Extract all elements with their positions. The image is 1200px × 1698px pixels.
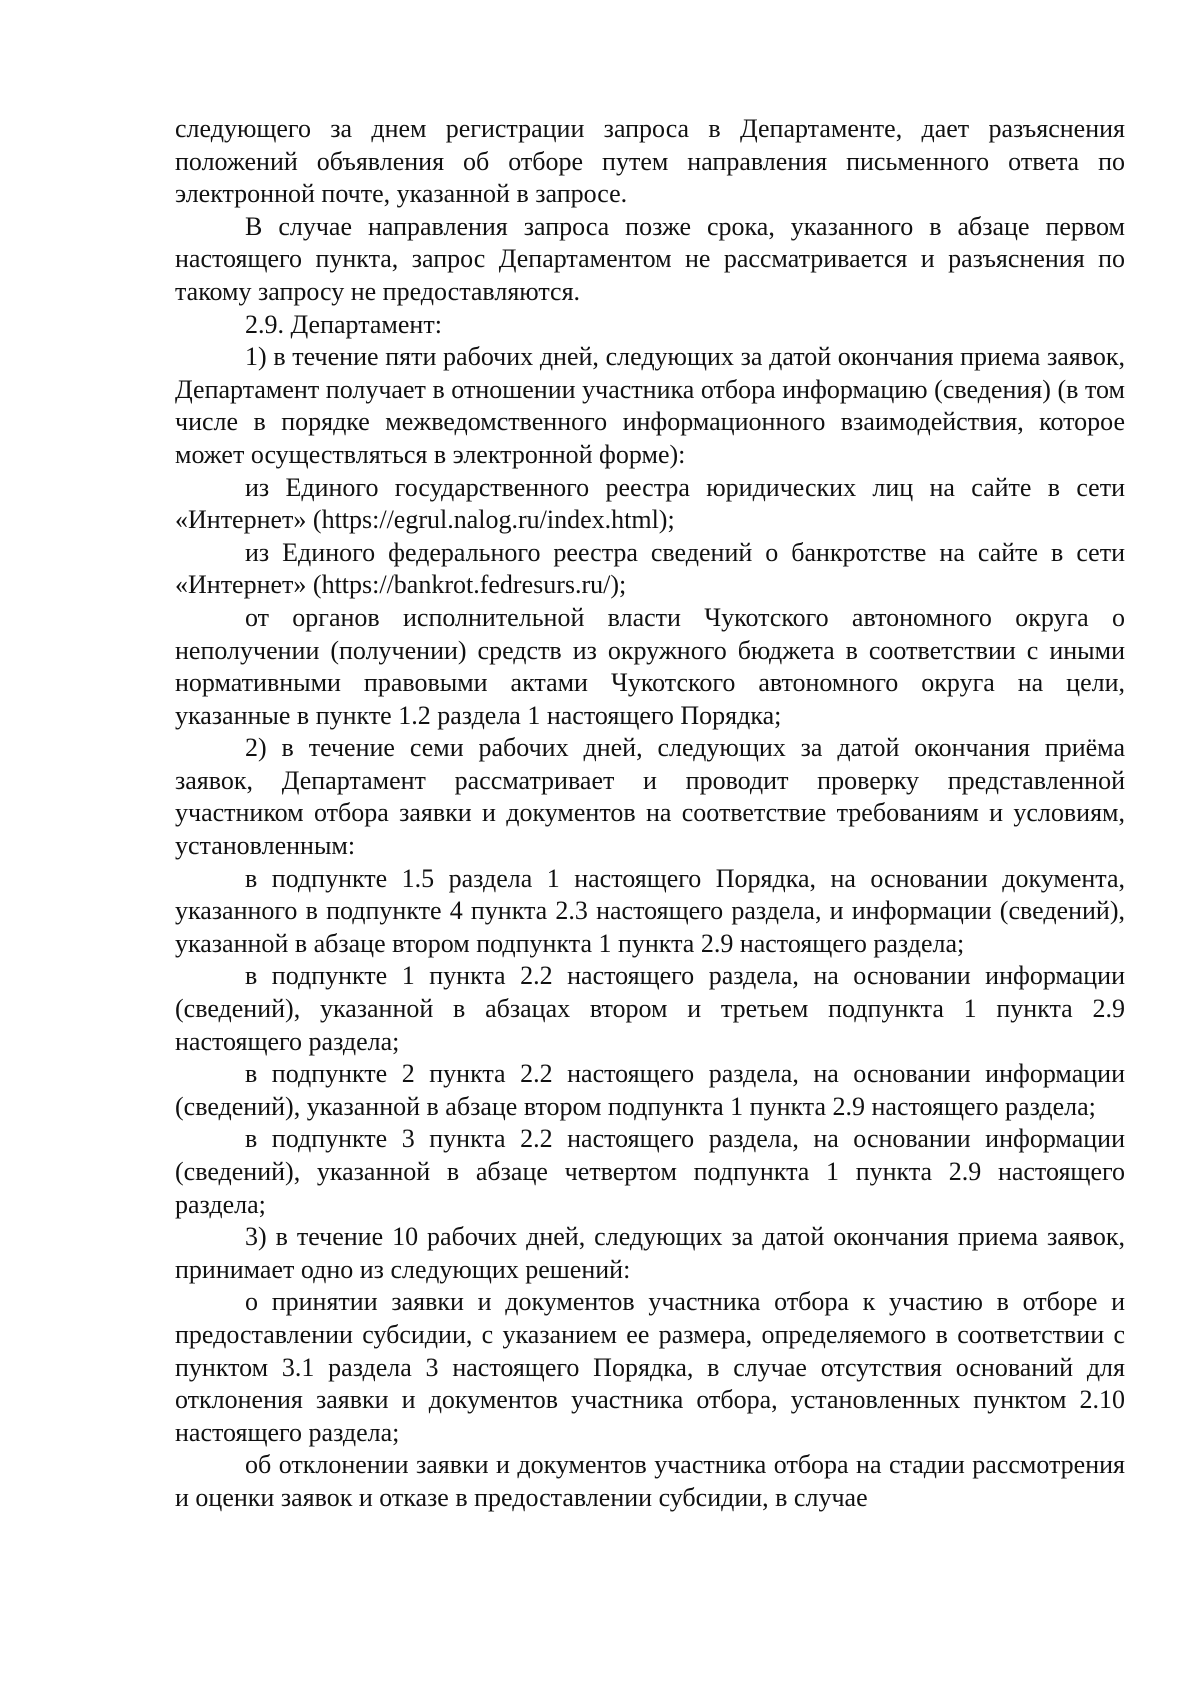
paragraph-check-1-5: в подпункте 1.5 раздела 1 настоящего Порядка, на основании документа, указанного в подпункте 4 пункта 2.3 настоящего раздела, и информации (сведений), указанной в абзаце втором подпункта 1 пункта 2.9 настоящего раздела; bbox=[175, 863, 1125, 958]
document-body bbox=[175, 113, 1125, 1515]
paragraph-late-request: В случае направления запроса позже срока, указанного в абзаце первом настоящего пункта, запрос Департаментом не рассматривается и разъяснения по такому запросу не предоставляются. bbox=[175, 211, 1125, 306]
paragraph-subitem-3: 3) в течение 10 рабочих дней, следующих за датой окончания приема заявок, принимает одно из следующих решений: bbox=[175, 1222, 1125, 1284]
paragraph-subitem-1: 1) в течение пяти рабочих дней, следующих за датой окончания приема заявок, Департамент получает в отношении участника отбора информацию (сведения) (в том числе в порядке межведомственного информационного взаимодействия, которое может осуществляться в электронной форме): bbox=[175, 342, 1125, 469]
paragraph-check-2-2-1: в подпункте 1 пункта 2.2 настоящего раздела, на основании информации (сведений), указанной в абзацах втором и третьем подпункта 1 пункта 2.9 настоящего раздела; bbox=[175, 961, 1125, 1056]
paragraph-egrul: из Единого государственного реестра юридических лиц на сайте в сети «Интернет» (https://egrul.nalog.ru/index.html); bbox=[175, 472, 1125, 535]
paragraph-decision-reject: об отклонении заявки и документов участника отбора на стадии рассмотрения и оценки заявок и отказе в предоставлении субсидии, в случае bbox=[175, 1450, 1125, 1512]
paragraph-continuation: следующего за днем регистрации запроса в Департаменте, дает разъяснения положений объявления об отборе путем направления письменного ответа по электронной почте, указанной в запросе. bbox=[175, 114, 1125, 209]
paragraph-bankrot: из Единого федерального реестра сведений о банкротстве на сайте в сети «Интернет» (https://bankrot.fedresurs.ru/); bbox=[175, 537, 1125, 600]
paragraph-section-2-9: 2.9. Департамент: bbox=[245, 309, 442, 339]
paragraph-check-2-2-3: в подпункте 3 пункта 2.2 настоящего раздела, на основании информации (сведений), указанной в абзаце четвертом подпункта 1 пункта 2.9 настоящего раздела; bbox=[175, 1124, 1125, 1219]
paragraph-subitem-2: 2) в течение семи рабочих дней, следующих за датой окончания приёма заявок, Департамент рассматривает и проводит проверку представленной участником отбора заявки и документов на соответствие требованиям и условиям, установленным: bbox=[175, 733, 1125, 861]
paragraph-executive-bodies: от органов исполнительной власти Чукотского автономного округа о неполучении (получении) средств из окружного бюджета в соответствии с иными нормативными правовыми актами Чукотского автономного округа на цели, указанные в пункте 1.2 раздела 1 настоящего Порядка; bbox=[175, 602, 1125, 730]
paragraph-decision-accept: о принятии заявки и документов участника отбора к участию в отборе и предоставлении субсидии, с указанием ее размера, определяемого в соответствии с пунктом 3.1 раздела 3 настоящего Порядка, в случае отсутствия оснований для отклонения заявки и документов участника отбора, установленных пунктом 2.10 настоящего раздела; bbox=[175, 1287, 1125, 1447]
paragraph-check-2-2-2: в подпункте 2 пункта 2.2 настоящего раздела, на основании информации (сведений), указанной в абзаце втором подпункта 1 пункта 2.9 настоящего раздела; bbox=[175, 1059, 1125, 1121]
